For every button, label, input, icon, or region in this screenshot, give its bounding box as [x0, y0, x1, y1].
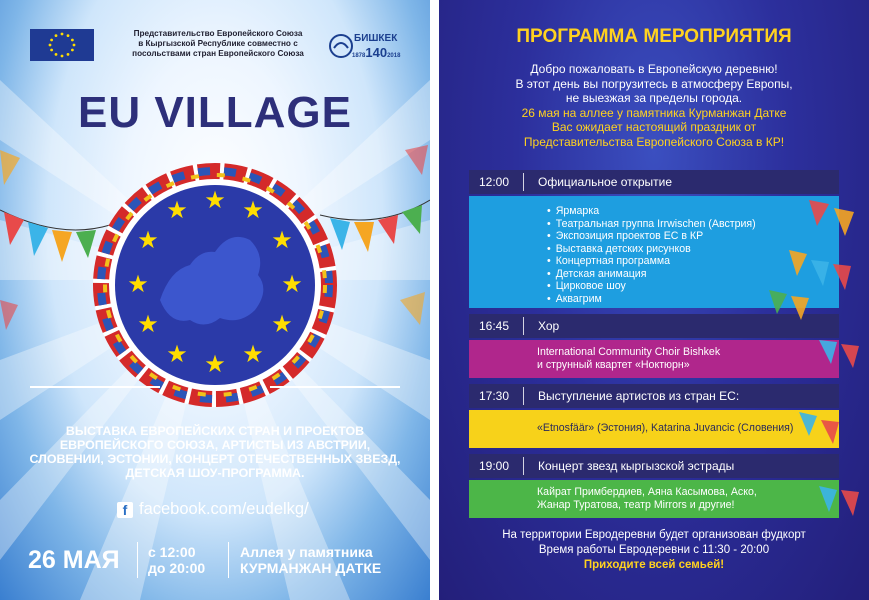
event-title: EU VILLAGE: [77, 88, 353, 137]
bunting-decoration: [689, 190, 869, 520]
list-item: • Ярмарка: [547, 205, 839, 218]
svg-text:★: ★: [204, 187, 226, 214]
list-item: • Концертная программа: [547, 255, 839, 268]
bishkek-logo-years: 18781402018: [352, 45, 401, 60]
svg-text:★: ★: [127, 271, 149, 298]
divider-right: [270, 386, 400, 388]
svg-text:★: ★: [166, 341, 188, 368]
program-title: ПРОГРАММА МЕРОПРИЯТИЯ: [516, 26, 792, 47]
event-date: 26 МАЯ: [28, 546, 120, 574]
list-item: • Аквагрим: [547, 293, 839, 306]
list-item: • Цирковое шоу: [547, 280, 839, 293]
schedule-block-2: 16:45 Хор: [469, 314, 839, 338]
svg-text:★: ★: [271, 311, 293, 338]
schedule-details-2: International Community Choir Bishkek и струнный квартет «Ноктюрн»: [469, 340, 839, 378]
facebook-url: facebook.com/eudelkg/: [139, 500, 309, 518]
right-poster: [439, 0, 869, 600]
svg-text:★: ★: [281, 271, 303, 298]
svg-text:★: ★: [137, 311, 159, 338]
svg-text:★: ★: [271, 227, 293, 254]
svg-text:★: ★: [242, 341, 264, 368]
event-place: Аллея у памятника КУРМАНЖАН ДАТКЕ: [240, 544, 382, 576]
list-item: • Театральная группа Irrwischen (Австрия): [547, 218, 839, 231]
divider-left: [30, 386, 160, 388]
list-item: • Экспозиция проектов ЕС в КР: [547, 230, 839, 243]
event-description: ВЫСТАВКА ЕВРОПЕЙСКИХ СТРАН И ПРОЕКТОВ ЕВРОПЕЙСКОГО СОЮЗА, АРТИСТЫ ИЗ АВСТРИИ, СЛОВЕНИИ, ЭСТОНИИ, КОНЦЕРТ ОТЕЧЕСТВЕННЫХ ЗВЕЗД, ДЕТСКАЯ ШОУ-ПРОГРАММА.: [29, 424, 401, 480]
program-intro: Добро пожаловать в Европейскую деревню! В этот день вы погрузитесь в атмосферу Европы, не выезжая за пределы города. 26 мая на аллее у памятника Курманжан Датке Вас ожидает настоящий праздник от Представительства Европейского Союза в КР!: [515, 62, 793, 149]
eu-flag-logo: [30, 29, 94, 61]
svg-text:★: ★: [166, 197, 188, 224]
list-item: • Выставка детских рисунков: [547, 243, 839, 256]
time-separator: [228, 542, 229, 578]
schedule-block-3: 17:30 Выступление артистов из стран ЕС:: [469, 384, 839, 408]
svg-text:★: ★: [137, 227, 159, 254]
event-time: с 12:00 до 20:00: [148, 544, 206, 576]
date-separator: [137, 542, 138, 578]
facebook-icon: f: [117, 502, 133, 518]
bishkek-logo-text: БИШКЕК: [354, 33, 398, 44]
schedule-time-row: 12:00 Официальное открытие: [469, 170, 839, 194]
organizer-text: Представительство Европейского Союза в Кыргызской Республике совместно с посольствами стран Европейского Союза: [132, 29, 304, 58]
eu-europe-emblem: [90, 160, 340, 410]
svg-text:★: ★: [242, 197, 264, 224]
schedule-details-3: «Etnosfäär» (Эстония), Katarina Juvancic (Словения): [469, 410, 839, 448]
facebook-link[interactable]: [117, 500, 309, 519]
list-item: • Детская анимация: [547, 268, 839, 281]
svg-text:★: ★: [204, 351, 226, 378]
left-poster: [0, 0, 430, 600]
program-footer: На территории Евродеревни будет организован фудкорт Время работы Евродеревни с 11:30 - 20:00 Приходите всей семьей!: [502, 529, 806, 571]
schedule-block-4: 19:00 Концерт звезд кыргызской эстрады: [469, 454, 839, 478]
schedule-details-4: Кайрат Примбердиев, Аяна Касымова, Аско, Жанар Туратова, театр Mirrors и другие!: [469, 480, 839, 518]
